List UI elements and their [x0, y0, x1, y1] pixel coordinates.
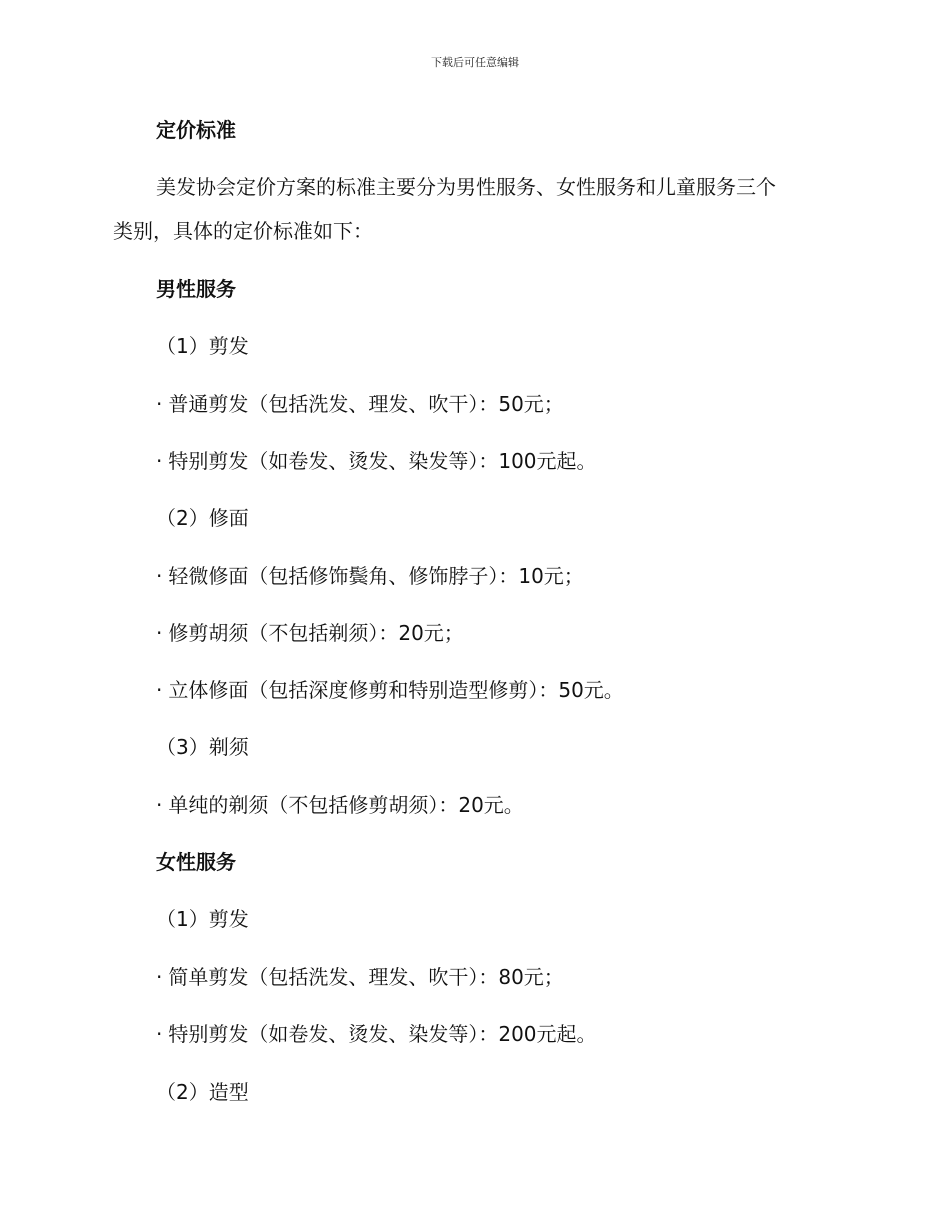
bullet-text: 轻微修面（包括修饰鬓角、修饰脖子）：10元；: [168, 564, 584, 588]
intro-paragraph-line-1: 美发协会定价方案的标准主要分为男性服务、女性服务和儿童服务三个: [156, 175, 776, 199]
bullet-item: [156, 392, 564, 416]
bullet-item: [156, 965, 564, 989]
bullet-icon: ·: [156, 449, 163, 473]
bullet-icon: ·: [156, 564, 163, 588]
bullet-item: [156, 1022, 597, 1046]
bullet-icon: ·: [156, 678, 163, 702]
bullet-text: 简单剪发（包括洗发、理发、吹干）：80元；: [168, 965, 564, 989]
bullet-text: 普通剪发（包括洗发、理发、吹干）：50元；: [168, 392, 564, 416]
bullet-icon: ·: [156, 965, 163, 989]
bullet-text: 单纯的剃须（不包括修剪胡须）：20元。: [168, 793, 524, 817]
bullet-icon: ·: [156, 793, 163, 817]
women-style-subheading: （2）造型: [156, 1080, 249, 1104]
bullet-icon: ·: [156, 1022, 163, 1046]
men-shave-subheading: （3）剃须: [156, 735, 249, 759]
women-haircut-subheading: （1）剪发: [156, 907, 249, 931]
women-section-title: 女性服务: [156, 850, 236, 874]
bullet-item: [156, 564, 584, 588]
bullet-text: 特别剪发（如卷发、烫发、染发等）：200元起。: [168, 1022, 597, 1046]
bullet-item: [156, 678, 624, 702]
men-haircut-subheading: （1）剪发: [156, 334, 249, 358]
bullet-text: 修剪胡须（不包括剃须）：20元；: [168, 621, 464, 645]
bullet-item: [156, 621, 464, 645]
men-section-title: 男性服务: [156, 277, 236, 301]
bullet-text: 特别剪发（如卷发、烫发、染发等）：100元起。: [168, 449, 597, 473]
men-face-subheading: （2）修面: [156, 506, 249, 530]
bullet-text: 立体修面（包括深度修剪和特别造型修剪）：50元。: [168, 678, 624, 702]
bullet-item: [156, 449, 597, 473]
bullet-item: [156, 793, 524, 817]
header-note: 下载后可任意编辑: [431, 56, 519, 69]
intro-paragraph-line-2: 类别，具体的定价标准如下：: [113, 219, 373, 243]
bullet-icon: ·: [156, 621, 163, 645]
pricing-title: 定价标准: [156, 118, 236, 142]
bullet-icon: ·: [156, 392, 163, 416]
